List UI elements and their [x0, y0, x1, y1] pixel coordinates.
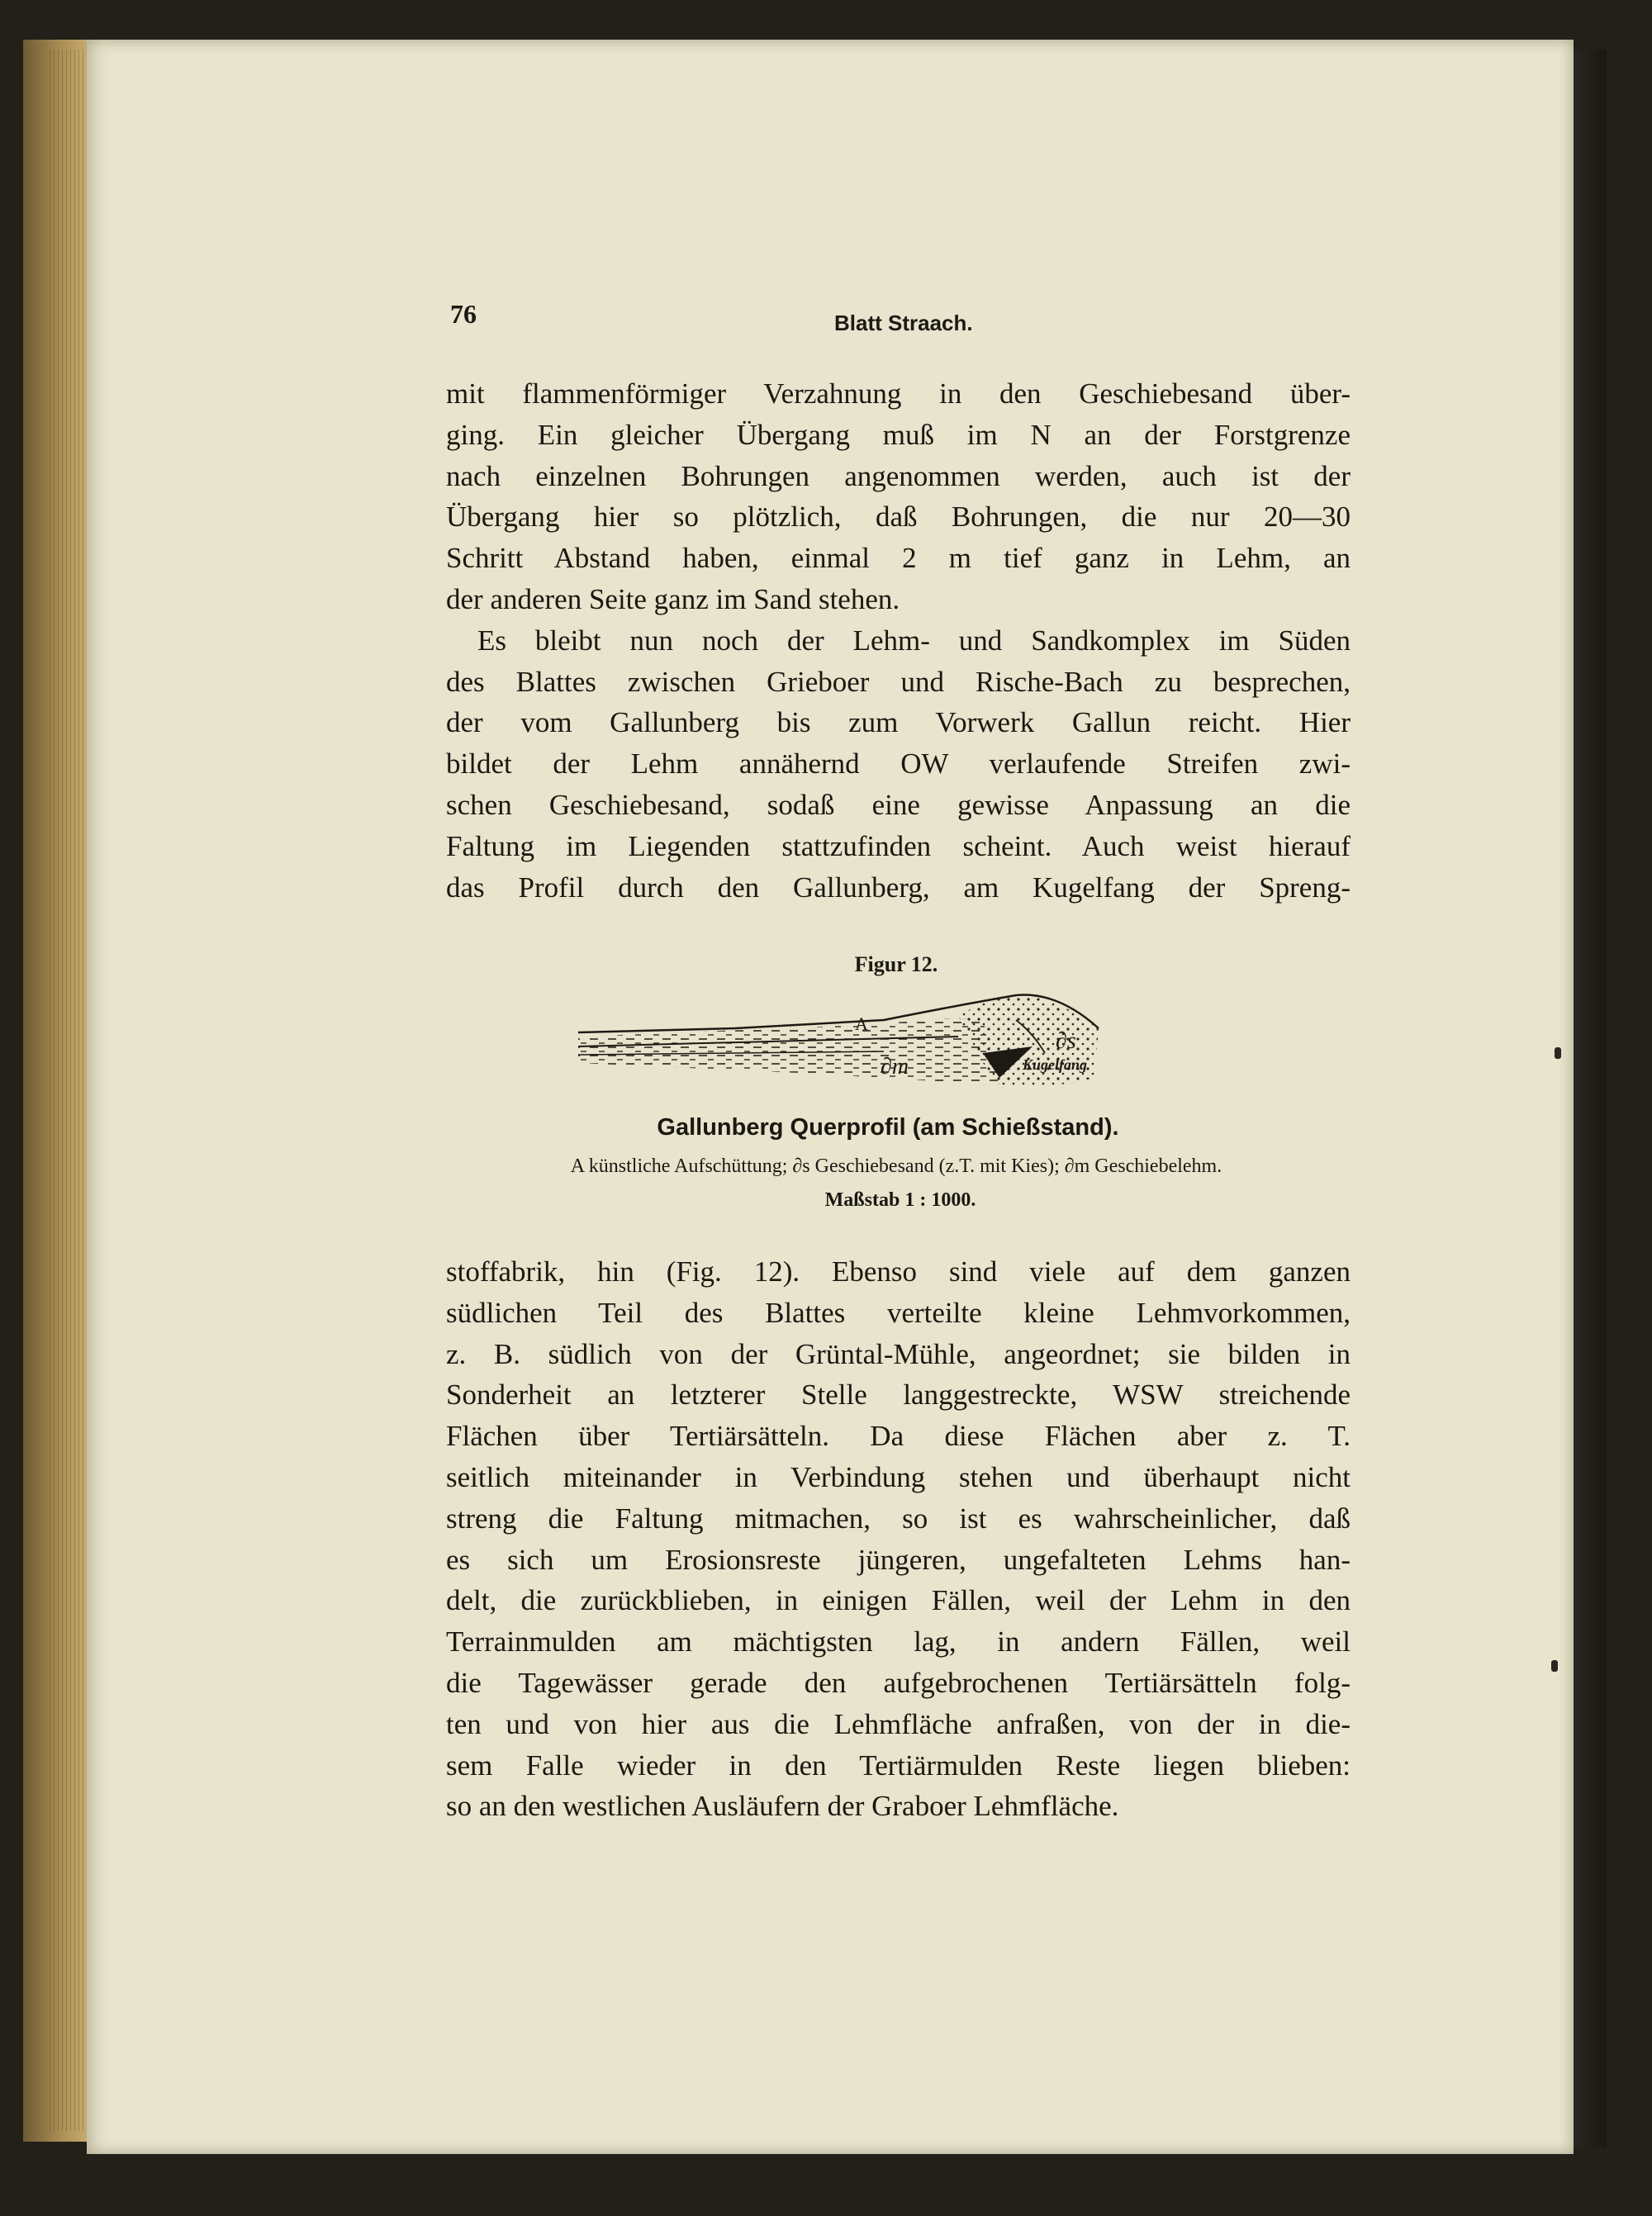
page-speck [1551, 1660, 1558, 1672]
figure-label: Figur 12. [854, 952, 938, 976]
lehm-layer [578, 1018, 999, 1084]
running-title: Blatt Straach. [834, 311, 973, 335]
text-line: Schritt Abstand haben, einmal 2 m tief ganz in Lehm, an [446, 542, 1351, 575]
profile-sketch [570, 987, 1206, 1111]
figure-caption-title: Gallunberg Querprofil (am Schießstand). [657, 1114, 1119, 1141]
label-a: A [855, 1013, 868, 1034]
text-line: ten und von hier aus die Lehmfläche anfraßen, von der in die- [446, 1707, 1351, 1740]
text-line: sem Falle wieder in den Tertiärmulden Reste liegen blieben: [446, 1749, 1351, 1782]
text-line: bildet der Lehm annähernd OW verlaufende Streifen zwi- [446, 747, 1351, 781]
text-line: Übergang hier so plötzlich, daß Bohrungen, die nur 20—30 [446, 501, 1351, 534]
text-line: Es bleibt nun noch der Lehm- und Sandkomplex im Süden [477, 624, 1351, 657]
text-line: streng die Faltung mitmachen, so ist es wahrscheinlicher, daß [446, 1502, 1351, 1535]
label-dm: ∂m [881, 1054, 909, 1080]
body-text-top [446, 373, 1351, 908]
text-line: es sich um Erosionsreste jüngeren, ungefalteten Lehms han- [446, 1543, 1351, 1576]
page-number: 76 [450, 299, 477, 329]
right-book-shadow [1574, 50, 1607, 2147]
text-line: südlichen Teil des Blattes verteilte kleine Lehmvorkommen, [446, 1296, 1351, 1329]
text-line: seitlich miteinander in Verbindung stehen und überhaupt nicht [446, 1460, 1351, 1493]
text-line: schen Geschiebesand, sodaß eine gewisse Anpassung an die [446, 788, 1351, 821]
label-ds: ∂s [1056, 1028, 1076, 1054]
text-line: nach einzelnen Bohrungen angenommen werden, auch ist der [446, 459, 1351, 492]
text-line: delt, die zurückblieben, in einigen Fällen, weil der Lehm in den [446, 1584, 1351, 1617]
figure-caption-legend: A künstliche Aufschüttung; ∂s Geschiebesand (z.T. mit Kies); ∂m Geschiebelehm. [570, 1155, 1222, 1177]
text-line: mit flammenförmiger Verzahnung in den Geschiebesand über- [446, 377, 1351, 410]
text-line: so an den westlichen Ausläufern der Graboer Lehmfläche. [446, 1790, 1119, 1823]
text-line: das Profil durch den Gallunberg, am Kugelfang der Spreng- [446, 871, 1351, 904]
text-line: des Blattes zwischen Grieboer und Rische-Bach zu besprechen, [446, 665, 1351, 698]
label-kugelfang: Kugelfang [1023, 1056, 1088, 1073]
text-line: ging. Ein gleicher Übergang muß im N an der Forstgrenze [446, 418, 1351, 451]
text-line: Faltung im Liegenden stattzufinden scheint. Auch weist hierauf [446, 829, 1351, 862]
text-line: der vom Gallunberg bis zum Vorwerk Gallun reicht. Hier [446, 706, 1351, 739]
text-line: der anderen Seite ganz im Sand stehen. [446, 582, 900, 615]
text-line: die Tagewässer gerade den aufgebrochenen Tertiärsätteln folg- [446, 1666, 1351, 1699]
text-line: Sonderheit an letzterer Stelle langgestreckte, WSW streichende [446, 1378, 1351, 1412]
running-head [450, 299, 1359, 340]
text-line: Terrainmulden am mächtigsten lag, in andern Fällen, weil [446, 1625, 1351, 1658]
figure-caption-scale: Maßstab 1 : 1000. [824, 1189, 976, 1211]
page-speck [1555, 1047, 1561, 1059]
text-line: stoffabrik, hin (Fig. 12). Ebenso sind viele auf dem ganzen [446, 1255, 1351, 1288]
text-line: Flächen über Tertiärsätteln. Da diese Flächen aber z. T. [446, 1420, 1351, 1453]
text-line: z. B. südlich von der Grüntal-Mühle, angeordnet; sie bilden in [446, 1337, 1351, 1370]
body-text-bottom [446, 1251, 1351, 1827]
